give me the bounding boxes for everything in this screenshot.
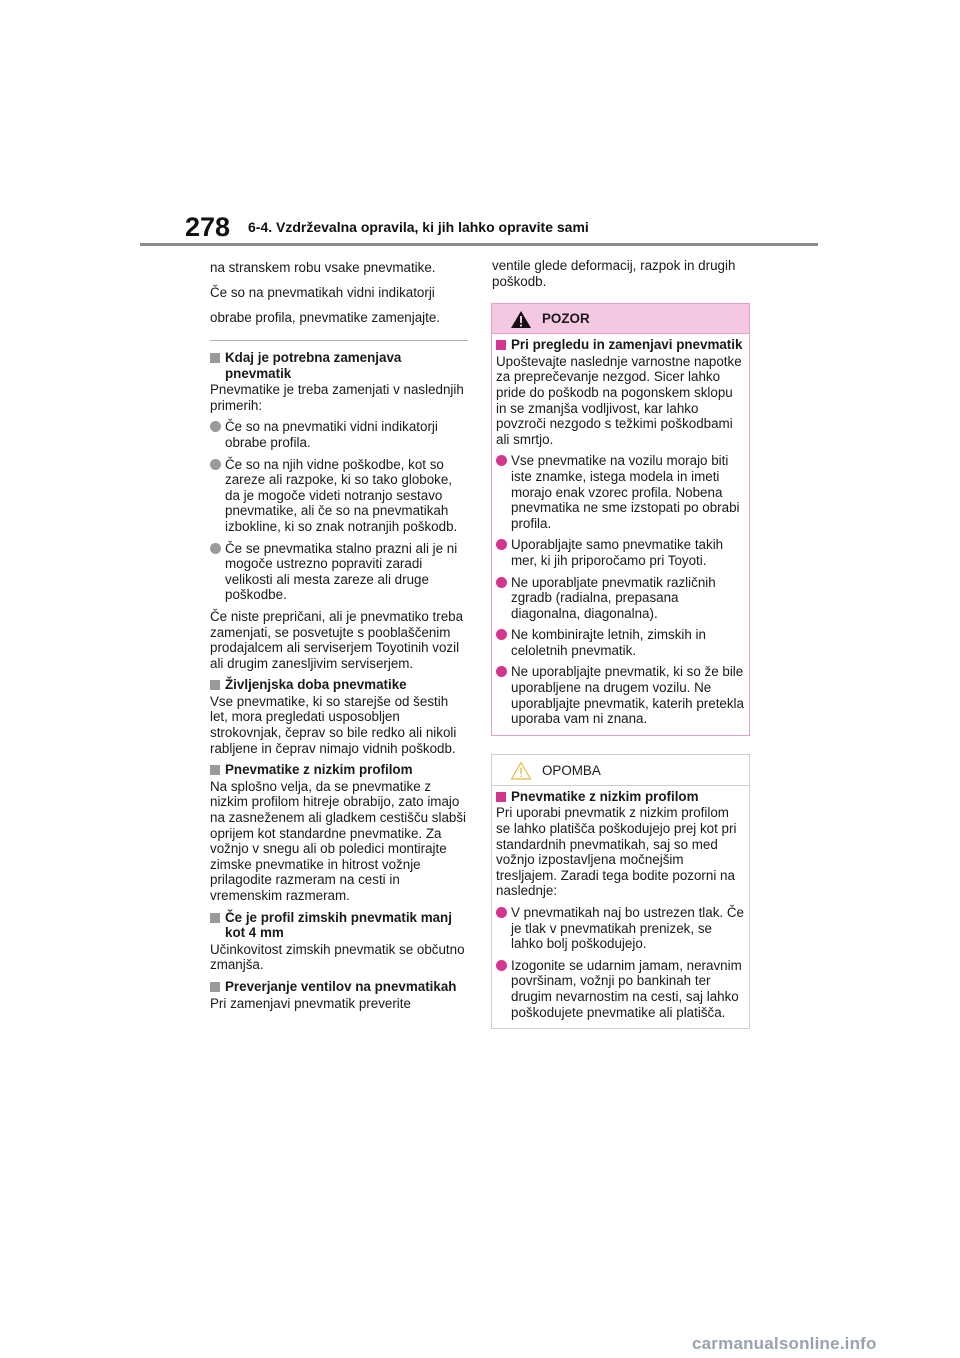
header-rule (140, 243, 818, 246)
warning-text: Upoštevajte naslednje varnostne napotke za preprečevanje nezgod. Sicer lahko pride do poškodb na pogonskem sklopu in se zmanjša vodljivost, kar lahko povzroči nezgodo s težkimi poškodbami ali smrtjo. (496, 353, 742, 447)
circle-bullet-icon (210, 543, 221, 554)
page-number: 278 (185, 212, 231, 242)
section-heading: Kdaj je potrebna zamenjava pnevmatik (210, 350, 468, 381)
circle-bullet-icon (496, 629, 507, 640)
warning-heading: Pri pregledu in zamenjavi pnevmatik (496, 337, 744, 353)
note-text: Pri uporabi pnevmatik z nizkim profilom se lahko platišča poškodujejo prej kot pri standardnih pnevmatikah, saj so med vožnjo izpostavljena močnejšim tresljajem. Zaradi tega bodite pozorni na naslednje: (496, 805, 737, 899)
list-item: Ne uporabljajte pnevmatik, ki so že bile uporabljene na drugem vozilu. Ne uporabljajte pnevmatik, katerih pretekla uporaba vam ni znana. (496, 664, 744, 726)
square-bullet-icon (496, 340, 506, 350)
warning-box (491, 303, 750, 736)
intro-line: na stranskem robu vsake pnevmatike. (210, 260, 436, 275)
circle-bullet-icon (210, 459, 221, 470)
continuation-text: ventile glede deformacij, razpok in drugih poškodb. (492, 258, 736, 289)
note-heading: Pnevmatike z nizkim profilom (496, 789, 744, 805)
right-column (492, 258, 750, 1029)
list-item: Če so na njih vidne poškodbe, kot so zareze ali razpoke, ki so tako globoke, da je mogoče videti notranjo sestavo pnevmatike, ali če so na pnevmatikah izbokline, ki so znak notranjih poškodb. (210, 457, 468, 535)
watermark: carmanualsonline.info (692, 1334, 877, 1353)
square-bullet-icon (210, 913, 220, 923)
square-bullet-icon (210, 765, 220, 775)
circle-bullet-icon (210, 421, 221, 432)
list-item: Ne uporabljate pnevmatik različnih zgradb (radialna, prepasana diagonalna, diagonalna). (496, 575, 744, 622)
circle-bullet-icon (496, 539, 507, 550)
square-bullet-icon (210, 353, 220, 363)
note-header (492, 755, 749, 786)
circle-bullet-icon (496, 455, 507, 466)
list-item: Vse pnevmatike na vozilu morajo biti iste znamke, istega modela in imeti morajo enak vzorec profila. Nobena pnevmatika ne sme izstopati po obrabi profila. (496, 453, 744, 531)
section-heading: Pnevmatike z nizkim profilom (210, 762, 468, 778)
square-bullet-icon (496, 792, 506, 802)
note-label: OPOMBA (542, 762, 601, 778)
section-heading: Če je profil zimskih pnevmatik manj kot 4 mm (210, 910, 468, 941)
section-title: 6-4. Vzdrževalna opravila, ki jih lahko opravite sami (248, 219, 589, 235)
section-heading: Življenjska doba pnevmatike (210, 677, 468, 693)
square-bullet-icon (210, 982, 220, 992)
caution-triangle-icon (510, 761, 532, 780)
warning-header (492, 304, 749, 334)
section-text: Pri zamenjavi pnevmatik preverite (210, 995, 411, 1011)
section-heading: Preverjanje ventilov na pnevmatikah (210, 979, 468, 995)
circle-bullet-icon (496, 577, 507, 588)
warning-label: POZOR (542, 311, 590, 327)
intro-line: Če so na pnevmatikah vidni indikatorji (210, 285, 435, 300)
list-item: Če so na pnevmatiki vidni indikatorji obrabe profila. (210, 419, 468, 450)
section-divider (210, 340, 468, 341)
list-item: Izogonite se udarnim jamam, neravnim površinam, vožnji po bankinah ter drugim nevarnostim na cesti, saj lahko poškodujete pnevmatike ali platišča. (496, 958, 744, 1020)
circle-bullet-icon (496, 666, 507, 677)
list-item: Če se pnevmatika stalno prazni ali je ni mogoče ustrezno popraviti zaradi velikosti ali mesta zareze ali druge poškodbe. (210, 541, 468, 603)
warning-triangle-icon (510, 310, 532, 329)
circle-bullet-icon (496, 960, 507, 971)
list-item: Ne kombinirajte letnih, zimskih in celoletnih pnevmatik. (496, 627, 744, 658)
circle-bullet-icon (496, 907, 507, 918)
intro-line: obrabe profila, pnevmatike zamenjajte. (210, 310, 441, 325)
section-text: Učinkovitost zimskih pnevmatik se občutno zmanjša. (210, 941, 465, 973)
section-text: Vse pnevmatike, ki so starejše od šestih let, mora pregledati usposobljen strokovnjak, čeprav so bile redko ali nikoli rabljene in čeprav nimajo vidnih poškodb. (210, 693, 457, 756)
square-bullet-icon (210, 680, 220, 690)
intro-text (210, 258, 468, 328)
list-item: V pnevmatikah naj bo ustrezen tlak. Če je tlak v pnevmatikah prenizek, se lahko bolj poškodujejo. (496, 905, 744, 952)
note-box (491, 754, 750, 1029)
list-item: Uporabljajte samo pnevmatike takih mer, ki jih priporočamo pri Toyoti. (496, 537, 744, 568)
left-column (210, 258, 468, 1017)
section-text: Če niste prepričani, ali je pnevmatiko treba zamenjati, se posvetujte s pooblaščenim prodajalcem ali serviserjem Toyotinih vozil ali drugim zanesljivim serviserjem. (210, 608, 464, 671)
section-text: Pnevmatike je treba zamenjati v naslednjih primerih: (210, 382, 464, 413)
section-text: Na splošno velja, da se pnevmatike z nizkim profilom hitreje obrabijo, zato imajo na zasneženem ali gladkem cestišču slabši oprijem kot standardne pnevmatike. Za vožnjo v snegu ali ob poledici montirajte zimske pnevmatike in hitrost vožnje prilagodite razmeram na cesti in vremenskim razmeram. (210, 778, 467, 903)
